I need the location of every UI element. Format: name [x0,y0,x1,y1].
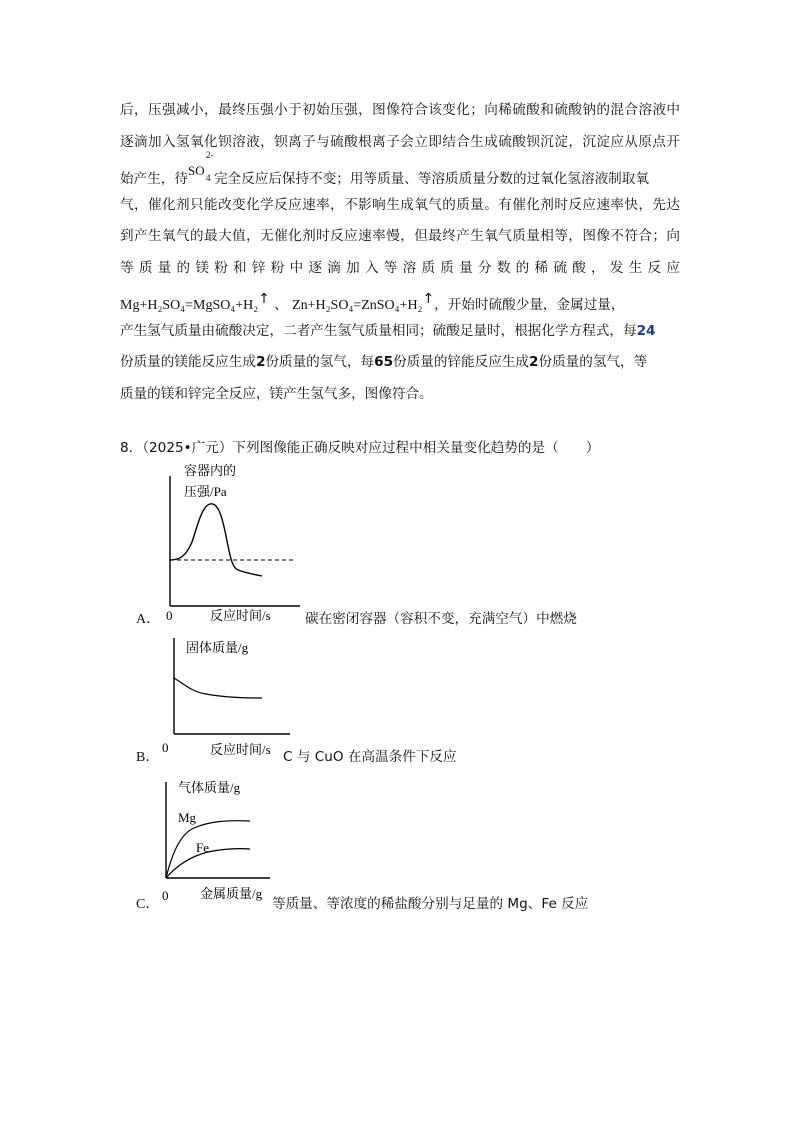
option-b-caption: C 与 CuO 在高温条件下反应 [283,749,457,765]
text-fragment: 产生氢气质量由硫酸决定，二者产生氢气质量相同；硫酸足量时，根据化学方程式，每 [120,322,637,339]
text-line [120,150,680,190]
option-c-letter: C． [136,897,160,912]
origin-label: 0 [166,608,173,623]
ion-charge: 2- [205,150,214,160]
x-axis-label: 反应时间/s [210,742,271,757]
text-fragment: 份质量的氢气，等 [538,354,648,370]
mg-series-label: Mg [178,810,197,825]
text-line: 质量的镁和锌完全反应，镁产生氢气多，图像符合。 [120,385,433,402]
option-c-graph [158,774,288,914]
number-2: 2 [529,354,539,370]
option-c-caption: 等质量、等浓度的稀盐酸分别与足量的 Mg、Fe 反应 [272,896,589,912]
text-line [120,316,680,348]
number-65: 65 [374,354,394,370]
gas-arrow: ↑ [422,291,435,307]
text-line: 气，催化剂只能改变化学反应速率，不影响生成氧气的质量。有催化剂时反应速率快，先达 [120,196,680,213]
equation-line [120,284,680,316]
ion-base: SO [187,163,205,178]
text-fragment: 份质量的镁能反应生成 [120,354,256,370]
text-fragment: 始产生，待 [120,171,188,187]
y-axis-label: 气体质量/g [178,780,241,795]
x-axis-label: 反应时间/s [210,608,271,623]
separator: 、 [274,297,288,313]
fe-series-label: Fe [196,840,209,855]
sulfate-ion-formula [187,150,214,185]
number-2: 2 [255,354,266,370]
option-a-caption: 碳在密闭容器（容积不变，充满空气）中燃烧 [305,611,577,627]
option-a-graph [160,458,310,628]
text-fragment: 份质量的锌能反应生成 [393,354,530,370]
text-fragment: 份质量的氢气，每 [265,354,375,370]
ion-subscript: 4 [205,173,211,183]
equation-zn: Zn+H₂SO₄=ZnSO₄+H₂ [292,298,423,313]
number-24: 24 [636,322,656,339]
option-b-letter: B． [136,750,160,765]
origin-label: 0 [162,740,169,755]
y-axis-label: 压强/Pa [184,484,227,499]
x-axis-label: 金属质量/g [200,886,263,901]
y-axis-label: 固体质量/g [186,640,249,655]
text-line: 逐滴加入氢氧化钡溶液，钡离子与硫酸根离子会立即结合生成硫酸钡沉淀，沉淀应从原点开 [120,133,680,150]
option-a-letter: A． [136,612,161,627]
text-line: 等质量的镁粉和锌粉中逐滴加入等溶质质量分数的稀硫酸，发生反应 [120,259,680,276]
text-line: 后，压强减小，最终压强小于初始压强，图像符合该变化；向稀硫酸和硫酸钠的混合溶液中 [120,102,680,118]
equation-mg: Mg+H₂SO₄=MgSO₄+H₂ [120,298,259,313]
y-axis-label: 容器内的 [184,463,237,478]
text-line: 到产生氧气的最大值，无催化剂时反应速率慢，但最终产生氧气质量相等，图像不符合；向 [120,228,680,244]
question-stem: 8．（2025•广元）下列图像能正确反映对应过程中相关量变化趋势的是（ ） [120,440,600,456]
pressure-curve [170,504,262,576]
gas-arrow: ↑ [258,291,270,307]
solid-mass-curve [174,678,262,698]
text-fragment: 完全反应后保持不变；用等质量、等溶质质量分数的过氧化氢溶液制取氧 [213,171,649,187]
explanation-paragraph [120,95,680,410]
text-line [120,347,680,379]
origin-label: 0 [162,888,169,903]
text-fragment: ，开始时硫酸少量，金属过量， [434,297,625,313]
